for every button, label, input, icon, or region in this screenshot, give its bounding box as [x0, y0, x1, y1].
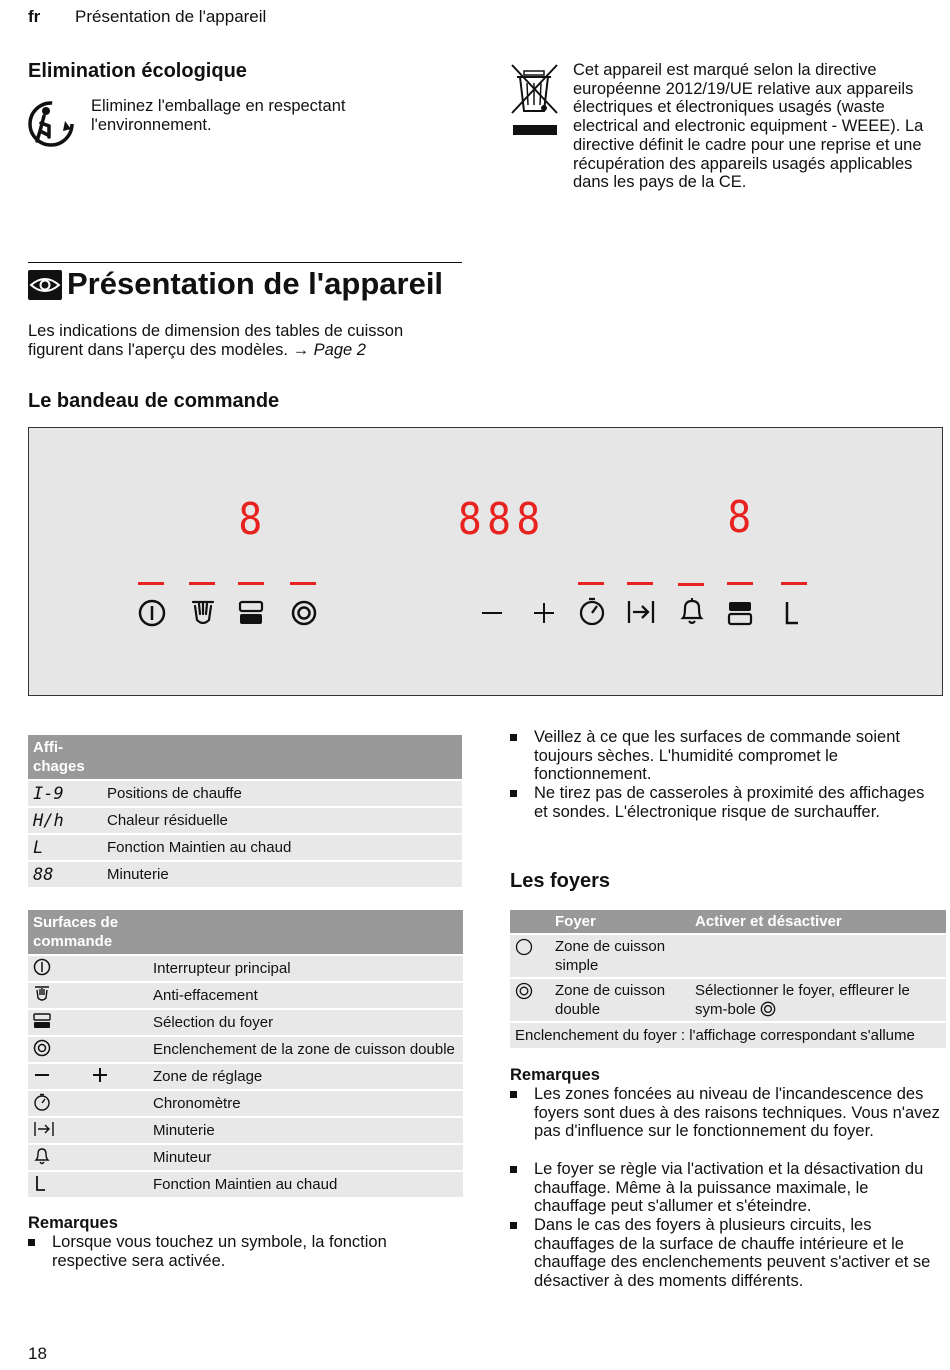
table-row [28, 983, 463, 1008]
display-symbol: 88 [28, 862, 102, 887]
control-label: Minuterie [148, 1118, 463, 1143]
table-row [28, 808, 462, 833]
control-label: Enclenchement de la zone de cuisson double [148, 1037, 463, 1062]
zone-select-icon [33, 1012, 51, 1030]
list-item [510, 1085, 942, 1141]
minus-icon[interactable] [480, 600, 504, 626]
led-timer [627, 582, 653, 585]
list-item-text: Les zones foncées au niveau de l'incandescence des foyers sont dues à des raisons techniques. Vous n'avez pas d'influence sur le fonctionnement du foyer. [534, 1085, 940, 1141]
intro-text [28, 322, 458, 359]
display-label: Minuterie [102, 862, 462, 887]
control-label: Minuteur [148, 1145, 463, 1170]
led-zone [238, 582, 264, 585]
control-label: Zone de réglage [148, 1064, 463, 1089]
led-keepwarm [781, 582, 807, 585]
stopwatch-icon[interactable] [578, 596, 606, 626]
display-left: 8 [238, 494, 263, 545]
timer-icon[interactable] [626, 598, 656, 626]
list-item [510, 784, 940, 821]
displays-table-header: Affi- chages [28, 735, 462, 779]
list-item-text: Le foyer se règle via l'activation et la désactivation du chauffage. Même à la puissance maximale, le chauffage peut s'allumer et s'éteindre. [534, 1160, 924, 1216]
bullet-square-icon [510, 1091, 517, 1098]
list-item-text: Lorsque vous touchez un symbole, la fonction respective sera activée. [52, 1233, 387, 1270]
list-item-text: Veillez à ce que les surfaces de commande soient toujours sèches. L'humidité compromet le fonctionnement. [534, 728, 900, 784]
table-row [28, 781, 462, 806]
power-icon [33, 958, 51, 976]
table-row [28, 1091, 463, 1116]
stopwatch-icon [33, 1093, 51, 1111]
bullet-square-icon [510, 790, 517, 797]
display-symbol: H/h [28, 808, 102, 833]
bullet-square-icon [28, 1239, 35, 1246]
bullet-square-icon [510, 1222, 517, 1229]
foyer-label: Zone de cuisson simple [550, 935, 690, 977]
led-double [290, 582, 316, 585]
table-row [510, 979, 946, 1021]
keep-warm-icon[interactable] [782, 598, 804, 628]
table-row [28, 1172, 463, 1197]
eye-icon [28, 270, 62, 300]
foyers-title: Les foyers [510, 870, 611, 892]
foyer-action [690, 979, 946, 1021]
led-bell [678, 583, 704, 586]
display-symbol: I-9 [28, 781, 102, 806]
double-ring-icon [515, 982, 533, 1000]
bell-icon[interactable] [678, 596, 706, 628]
foyers-footer: Enclenchement du foyer : l'affichage correspondant s'allume [510, 1023, 946, 1048]
table-row [28, 1010, 463, 1035]
display-label: Fonction Maintien au chaud [102, 835, 462, 860]
running-header-title: Présentation de l'appareil [75, 7, 267, 26]
hand-wipe-icon [33, 985, 51, 1003]
double-ring-icon [760, 1001, 776, 1017]
control-label: Fonction Maintien au chaud [148, 1172, 463, 1197]
zone-select-icon[interactable] [238, 600, 264, 626]
display-label: Positions de chauffe [102, 781, 462, 806]
table-row [28, 956, 463, 981]
list-item [510, 1160, 942, 1216]
language-code: fr [28, 7, 41, 26]
list-item [510, 728, 940, 784]
table-row [510, 935, 946, 977]
controls-table-header: Surfaces de commande [28, 910, 463, 954]
list-item-text: Ne tirez pas de casseroles à proximité des affichages et sondes. L'électronique risque de surchauffer. [534, 784, 925, 821]
table-row [510, 1023, 946, 1048]
display-right: 8 [727, 492, 752, 543]
table-row [28, 1064, 463, 1089]
bell-icon [33, 1146, 51, 1166]
list-item-text: Dans le cas des foyers à plusieurs circuits, les chauffages de la surface de chauffe intérieure et le chauffage des enclenchements peuvent s'activer et se désactiver à des moments différents. [534, 1216, 931, 1291]
zone-select-icon-right[interactable] [727, 600, 753, 626]
foyer-label: Zone de cuisson double [550, 979, 690, 1021]
page-link[interactable]: → Page 2 [292, 340, 366, 359]
double-ring-icon [33, 1039, 51, 1057]
controls-table [28, 908, 463, 1199]
control-label: Anti-effacement [148, 983, 463, 1008]
eco-title: Elimination écologique [28, 60, 247, 82]
page-number: 18 [28, 1344, 47, 1363]
displays-table [28, 733, 462, 889]
display-center: 888 [457, 494, 546, 545]
hand-wipe-icon[interactable] [189, 598, 217, 628]
foyer-action-text: Sélectionner le foyer, effleurer le sym-bole [695, 982, 910, 1018]
bullet-square-icon [510, 1166, 517, 1173]
led-power [138, 582, 164, 585]
led-zone-right [727, 582, 753, 585]
section-title-text: Présentation de l'appareil [67, 266, 444, 301]
display-symbol: L [28, 835, 102, 860]
section-title [28, 262, 462, 301]
foyers-header-col2: Activer et désactiver [690, 910, 946, 933]
plus-icon [91, 1066, 109, 1084]
intro-body: Les indications de dimension des tables de cuisson figurent dans l'aperçu des modèles. [28, 322, 404, 359]
table-row [28, 1037, 463, 1062]
packaging-text: Eliminez l'emballage en respectant l'environnement. [91, 97, 346, 134]
display-label: Chaleur résiduelle [102, 808, 462, 833]
foyers-header-col1: Foyer [550, 910, 690, 933]
list-item [510, 1216, 942, 1291]
foyers-table [510, 908, 946, 1050]
led-wipe [189, 582, 215, 585]
timer-icon [33, 1120, 55, 1138]
control-label: Interrupteur principal [148, 956, 463, 981]
weee-text: Cet appareil est marqué selon la directive européenne 2012/19/UE relative aux appareils électriques et électroniques usagés (waste electrical and electronic equipment - WEEE). La directive définit le cadre pour une reprise et une récupération des appareils usagés applicables dans les pays de la CE. [573, 61, 924, 192]
control-panel-illustration [28, 427, 943, 696]
keep-warm-icon [33, 1173, 51, 1193]
notes-left-title: Remarques [28, 1214, 118, 1232]
table-row [28, 1118, 463, 1143]
weee-bin-icon [509, 63, 561, 137]
bullet-square-icon [510, 734, 517, 741]
foyers-header-icon-col [510, 910, 550, 933]
recycle-icon [27, 99, 77, 149]
double-ring-icon[interactable] [289, 598, 319, 628]
single-ring-icon [515, 938, 533, 956]
table-row [28, 835, 462, 860]
notes-right-title: Remarques [510, 1066, 600, 1084]
control-label: Sélection du foyer [148, 1010, 463, 1035]
led-stopwatch [578, 582, 604, 585]
minus-icon [33, 1066, 51, 1084]
list-item [28, 1233, 428, 1270]
plus-icon[interactable] [532, 600, 556, 626]
table-row [28, 1145, 463, 1170]
control-panel-title: Le bandeau de commande [28, 390, 280, 412]
power-icon[interactable] [137, 598, 167, 628]
control-label: Chronomètre [148, 1091, 463, 1116]
table-row [28, 862, 462, 887]
